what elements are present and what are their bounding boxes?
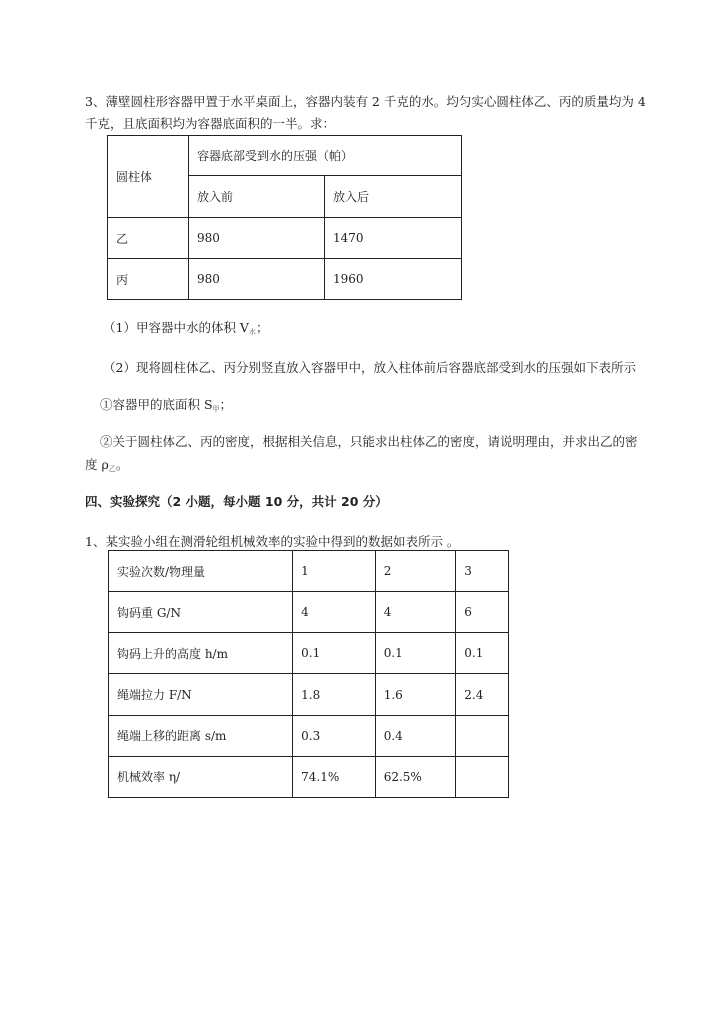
cell: 980 bbox=[189, 218, 325, 259]
cell: 4 bbox=[375, 592, 456, 633]
text: 度 ρ bbox=[85, 457, 109, 472]
cell: 3 bbox=[456, 551, 509, 592]
cell: 1960 bbox=[325, 259, 462, 300]
text: ①容器甲的底面积 S bbox=[100, 397, 213, 412]
section-title: 四、实验探究（2 小题，每小题 10 分，共计 20 分） bbox=[85, 494, 388, 509]
cell: 丙 bbox=[108, 259, 189, 300]
cell: 1.8 bbox=[293, 674, 376, 715]
col-header-cylinder: 圆柱体 bbox=[108, 136, 189, 218]
cell: 钩码上升的高度 h/m bbox=[109, 633, 293, 674]
sub-header-before: 放入前 bbox=[189, 176, 325, 218]
cell: 机械效率 η/ bbox=[109, 756, 293, 797]
cell: 2.4 bbox=[456, 674, 509, 715]
text: ； bbox=[219, 397, 233, 412]
cell: 1.6 bbox=[375, 674, 456, 715]
cell: 0.4 bbox=[375, 715, 456, 756]
q3-part2-a bbox=[100, 395, 232, 414]
cell bbox=[456, 756, 509, 797]
cell: 实验次数/物理量 bbox=[109, 551, 293, 592]
cell: 62.5% bbox=[375, 756, 456, 797]
q3-part2: （2）现将圆柱体乙、丙分别竖直放入容器甲中，放入柱体前后容器底部受到水的压强如下表所示 bbox=[103, 360, 636, 375]
cell: 绳端上移的距离 s/m bbox=[109, 715, 293, 756]
cell: 乙 bbox=[108, 218, 189, 259]
cell: 74.1% bbox=[293, 756, 376, 797]
sub-header-after: 放入后 bbox=[325, 176, 462, 218]
subscript: 水 bbox=[248, 328, 256, 336]
subscript: 乙 bbox=[108, 465, 116, 473]
q3-line2: 千克，且底面积均为容器底面积的一半。求： bbox=[85, 116, 336, 131]
cell: 1 bbox=[293, 551, 376, 592]
cell: 6 bbox=[456, 592, 509, 633]
cell: 980 bbox=[189, 259, 325, 300]
q3-line1: 3、薄壁圆柱形容器甲置于水平桌面上，容器内装有 2 千克的水。均匀实心圆柱体乙、丙的质量均为 4 bbox=[85, 94, 646, 109]
table-row bbox=[109, 756, 509, 797]
q3-part1 bbox=[103, 318, 268, 337]
cell: 钩码重 G/N bbox=[109, 592, 293, 633]
table-row bbox=[108, 259, 462, 300]
q1-intro: 1、某实验小组在测滑轮组机械效率的实验中得到的数据如表所示 。 bbox=[85, 534, 460, 549]
table-row bbox=[109, 674, 509, 715]
table-row bbox=[108, 218, 462, 259]
cell: 4 bbox=[293, 592, 376, 633]
cell bbox=[456, 715, 509, 756]
text: ； bbox=[255, 320, 269, 335]
table-row bbox=[109, 715, 509, 756]
cell: 0.1 bbox=[456, 633, 509, 674]
pressure-table bbox=[107, 135, 462, 300]
subscript: 甲 bbox=[212, 405, 220, 413]
cell: 2 bbox=[375, 551, 456, 592]
q3-part2-b-cont bbox=[85, 455, 128, 474]
cell: 0.1 bbox=[293, 633, 376, 674]
group-header: 容器底部受到水的压强（帕） bbox=[189, 136, 462, 176]
q3-part2-b: ②关于圆柱体乙、丙的密度，根据相关信息，只能求出柱体乙的密度，请说明理由，并求出乙的密 bbox=[100, 434, 638, 449]
table-row bbox=[109, 592, 509, 633]
cell: 1470 bbox=[325, 218, 462, 259]
cell: 绳端拉力 F/N bbox=[109, 674, 293, 715]
cell: 0.1 bbox=[375, 633, 456, 674]
pulley-efficiency-table bbox=[108, 550, 509, 798]
table-row bbox=[109, 551, 509, 592]
cell: 0.3 bbox=[293, 715, 376, 756]
text: 。 bbox=[115, 457, 129, 472]
table-row bbox=[109, 633, 509, 674]
text: （1）甲容器中水的体积 V bbox=[103, 320, 249, 335]
